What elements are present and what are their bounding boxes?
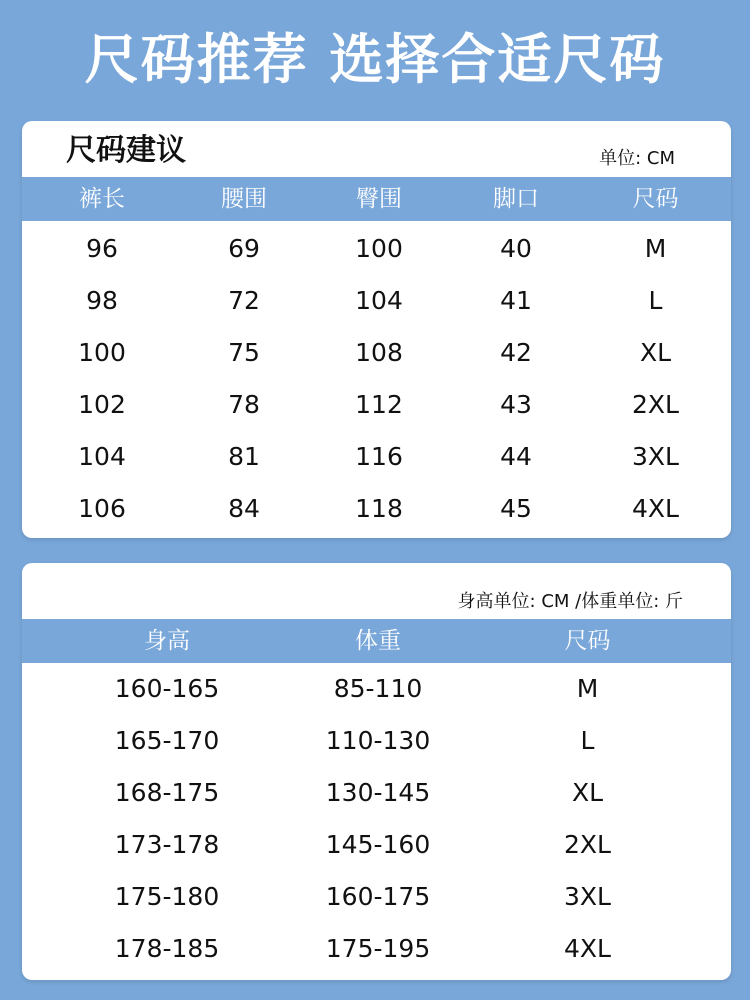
table-cell: L: [648, 286, 663, 315]
table-cell: 160-165: [114, 674, 220, 703]
table-body: [22, 663, 731, 975]
column-header-hip: 臀围: [356, 186, 402, 212]
table-cell: M: [644, 234, 667, 263]
table-row: [22, 483, 731, 535]
height-weight-card: [22, 563, 731, 980]
table-cell: 160-175: [325, 882, 431, 911]
unit-note: 身高单位: CM /体重单位: 斤: [457, 591, 683, 612]
table-cell: XL: [639, 338, 672, 367]
table-cell: XL: [571, 778, 604, 807]
table-cell: 100: [78, 338, 126, 367]
table-row: [22, 923, 731, 975]
table-cell: 100: [355, 234, 403, 263]
table-cell: M: [576, 674, 599, 703]
table-header: [22, 619, 731, 663]
table-cell: 43: [500, 390, 532, 419]
page-title: 尺码推荐 选择合适尺码: [84, 28, 666, 91]
table-cell: 96: [86, 234, 118, 263]
table-row: [22, 767, 731, 819]
table-cell: 98: [86, 286, 118, 315]
table-row: [22, 819, 731, 871]
table-row: [22, 275, 731, 327]
table-cell: L: [580, 726, 595, 755]
table-cell: 85-110: [333, 674, 423, 703]
table-cell: 41: [500, 286, 532, 315]
table-cell: 175-180: [114, 882, 220, 911]
table-cell: 168-175: [114, 778, 220, 807]
column-header-length: 裤长: [79, 186, 125, 212]
table-cell: 2XL: [632, 390, 679, 419]
table-cell: 165-170: [114, 726, 220, 755]
table-body: [22, 223, 731, 535]
table-cell: 130-145: [325, 778, 431, 807]
table-cell: 104: [78, 442, 126, 471]
table-row: [22, 223, 731, 275]
table-cell: 116: [355, 442, 403, 471]
table-cell: 45: [500, 494, 532, 523]
table-cell: 178-185: [114, 934, 220, 963]
table-cell: 102: [78, 390, 126, 419]
table-cell: 175-195: [325, 934, 431, 963]
column-header-size: 尺码: [564, 628, 611, 654]
table-cell: 110-130: [325, 726, 431, 755]
table-cell: 78: [228, 390, 260, 419]
table-cell: 75: [228, 338, 260, 367]
table-cell: 106: [78, 494, 126, 523]
table-cell: 4XL: [632, 494, 679, 523]
table-row: [22, 327, 731, 379]
table-cell: 3XL: [564, 882, 611, 911]
column-header-hem: 脚口: [493, 186, 539, 212]
column-header-weight: 体重: [355, 628, 401, 654]
table-row: [22, 871, 731, 923]
column-header-size: 尺码: [632, 186, 679, 212]
table-cell: 44: [500, 442, 532, 471]
column-header-waist: 腰围: [221, 186, 267, 212]
table-cell: 69: [228, 234, 260, 263]
table-cell: 81: [228, 442, 260, 471]
table-cell: 145-160: [325, 830, 431, 859]
size-suggestion-card: [22, 121, 731, 538]
table-cell: 108: [355, 338, 403, 367]
table-cell: 173-178: [114, 830, 220, 859]
table-cell: 118: [355, 494, 403, 523]
table-cell: 112: [355, 390, 403, 419]
table-cell: 72: [228, 286, 260, 315]
table-cell: 40: [500, 234, 532, 263]
table-row: [22, 431, 731, 483]
table-cell: 3XL: [632, 442, 679, 471]
table-row: [22, 379, 731, 431]
table-cell: 2XL: [564, 830, 611, 859]
table-row: [22, 715, 731, 767]
table-cell: 84: [228, 494, 260, 523]
card-title: 尺码建议: [66, 133, 186, 168]
table-cell: 42: [500, 338, 532, 367]
table-header: [22, 177, 731, 221]
column-header-height: 身高: [144, 628, 190, 654]
table-row: [22, 663, 731, 715]
unit-note: 单位: CM: [599, 148, 675, 169]
table-cell: 104: [355, 286, 403, 315]
table-cell: 4XL: [564, 934, 611, 963]
